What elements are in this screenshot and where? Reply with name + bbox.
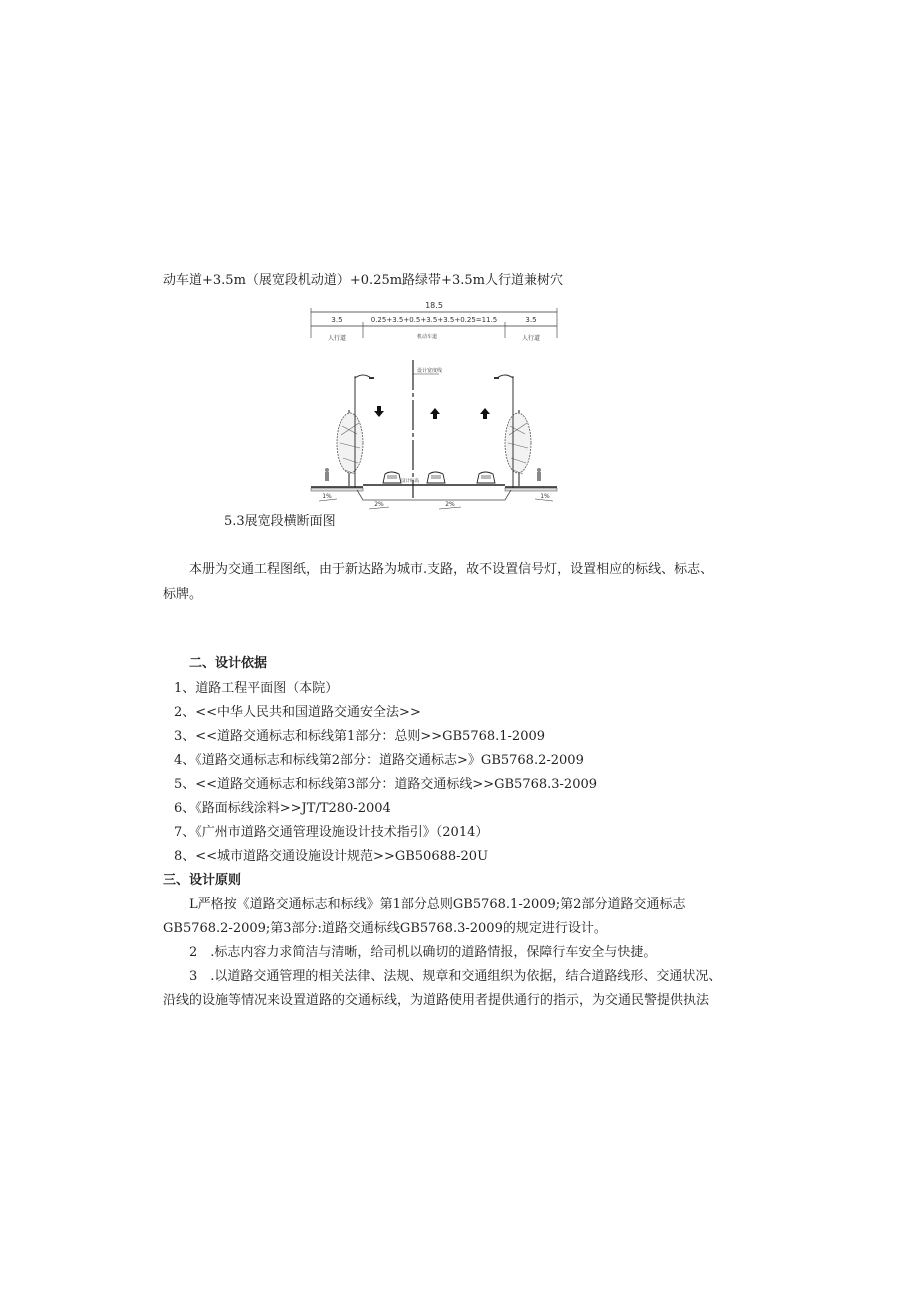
section3-line-1: L严格按《道路交通标志和标线》第1部分总则GB5768.1-2009;第2部分道路交通标志 [189, 897, 686, 912]
left-tree [337, 410, 363, 486]
list-item: 4、《道路交通标志和标线第2部分：道路交通标志>》GB5768.2-2009 [174, 753, 584, 768]
slope-left-label: 1% [322, 493, 332, 500]
section3-line-3: 2 .标志内容力求简洁与清晰，给司机以确切的道路情报，保障行车安全与快捷。 [189, 945, 657, 960]
list-item: 8、<<城市道路交通设施设计规范>>GB50688-20U [174, 849, 489, 864]
right-sidewalk-label: 人行道 [521, 335, 541, 342]
intro-line-2: 标牌。 [163, 587, 203, 602]
middle-width-label: 0.25+3.5+0.5+3.5+3.5+0.25=11.5 [370, 316, 498, 324]
arrow-up-icon [430, 408, 440, 419]
section3-line-4: 3 .以道路交通管理的相关法律、法规、规章和交通组织为依据，结合道路线形、交通状况、 [189, 969, 722, 984]
slope-right-label: 1% [540, 493, 550, 500]
elevation-label: 设计标高 [401, 479, 419, 484]
arrow-down-icon [374, 406, 384, 417]
car-icon [383, 472, 401, 483]
section3-line-5: 沿线的设施等情况来设置道路的交通标线，为道路使用者提供通行的指示，为交通民警提供执法 [163, 993, 710, 1008]
centerline-label: 设计宽度线 [417, 368, 443, 374]
right-width-label: 3.5 [525, 316, 537, 324]
caption-top: 动车道+3.5m（展宽段机动道）+0.25m路绿带+3.5m人行道兼树穴 [163, 273, 563, 288]
middle-carriageway-label: 机动车道 [416, 334, 438, 340]
figure-caption: 5.3展宽段横断面图 [224, 514, 336, 529]
section3-title: 三、设计原则 [163, 873, 242, 888]
cross-section-figure [305, 298, 563, 510]
car-icon [477, 472, 495, 483]
car-icon [427, 472, 445, 483]
list-item: 3、<<道路交通标志和标线第1部分：总则>>GB5768.1-2009 [174, 729, 546, 744]
section3-line-2: GB5768.2-2009;第3部分:道路交通标线GB5768.3-2009的规定进行设计。 [163, 921, 607, 936]
list-item: 1、道路工程平面图（本院） [174, 681, 339, 696]
section2-title: 二、设计依据 [189, 656, 268, 671]
left-width-label: 3.5 [331, 316, 343, 324]
intro-line-1: 本册为交通工程图纸，由于新达路为城市.支路，故不设置信号灯，设置相应的标线、标志、 [189, 562, 714, 577]
pedestrian-icon [325, 468, 329, 481]
slope-mid1-label: 2% [374, 501, 384, 508]
slope-mid2-label: 2% [445, 501, 455, 508]
list-item: 5、<<道路交通标志和标线第3部分：道路交通标线>>GB5768.3-2009 [174, 777, 598, 792]
total-width-label: 18.5 [425, 301, 443, 310]
list-item: 2、<<中华人民共和国道路交通安全法>> [174, 705, 421, 720]
cross-section-drawing [305, 298, 563, 510]
list-item: 7、《广州市道路交通管理设施设计技术指引》（2014） [174, 825, 489, 840]
left-sidewalk-label: 人行道 [327, 335, 347, 342]
list-item: 6、《路面标线涂料>>JT/T280-2004 [174, 801, 391, 816]
pedestrian-icon [537, 468, 541, 481]
arrow-up-icon [480, 408, 490, 419]
right-tree [505, 410, 531, 486]
